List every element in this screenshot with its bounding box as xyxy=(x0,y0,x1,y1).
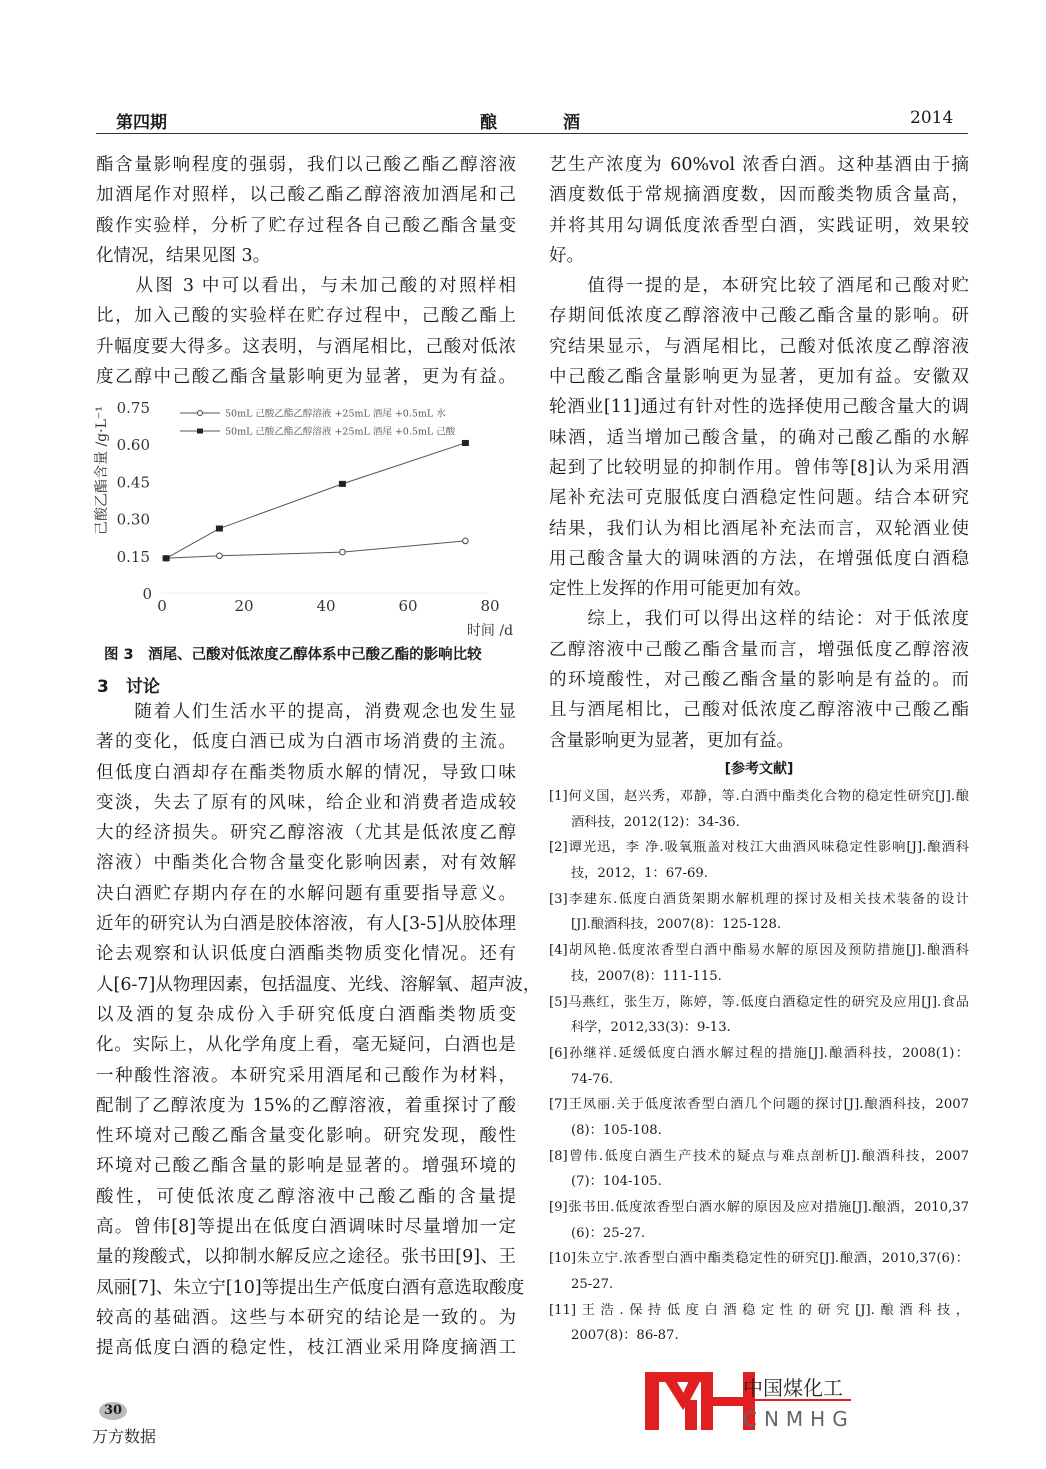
text-line: 配制了乙醇浓度为 15%的乙醇溶液，着重探讨了酸 xyxy=(96,1095,516,1116)
reference-item: [1]何义国，赵兴秀，邓静，等.白酒中酯类化合物的稳定性研究[J].酿 xyxy=(549,789,969,804)
legend-marker xyxy=(198,411,203,416)
text-line: 一种酸性溶液。本研究采用酒尾和己酸作为材料， xyxy=(96,1065,516,1086)
text-line: 著的变化，低度白酒已成为白酒市场消费的主流。 xyxy=(96,732,516,753)
reference-item: [4]胡风艳.低度浓香型白酒中酯易水解的原因及预防措施[J].酿酒科 xyxy=(549,943,969,959)
reference-continuation: (8)：105-108. xyxy=(571,1122,662,1138)
issue-label: 第四期 xyxy=(116,113,167,133)
text-line: 加酒尾作对照样，以己酸乙酯乙醇溶液加酒尾和己 xyxy=(96,185,516,206)
text-line: 定性上发挥的作用可能更加有效。 xyxy=(549,579,812,600)
figure-caption: 图 3 酒尾、己酸对低浓度乙醇体系中己酸乙酯的影响比较 xyxy=(104,647,482,663)
text-line: 综上，我们可以得出这样的结论：对于低浓度 xyxy=(549,609,969,630)
source-label: 万方数据 xyxy=(92,1427,157,1446)
text-line: 从图 3 中可以看出，与未加己酸的对照样相 xyxy=(96,276,516,297)
x-tick-label: 0 xyxy=(157,597,167,615)
reference-item: [3]李建东.低度白酒货架期水解机理的探讨及相关技术装备的设计 xyxy=(549,891,969,907)
text-line: 乙醇溶液中己酸乙酯含量而言，增强低度乙醇溶液 xyxy=(549,639,969,660)
text-line: 论去观察和认识低度白酒酯类物质变化情况。还有 xyxy=(96,944,516,965)
text-line: 化情况，结果见图 3。 xyxy=(96,245,271,266)
reference-continuation: 2007(8)：86-87. xyxy=(571,1328,679,1344)
text-line: 结果，我们认为相比酒尾补充法而言，双轮酒业使 xyxy=(549,518,969,539)
left-column-top xyxy=(96,150,516,392)
reference-continuation: [J].酿酒科技，2007(8)：125-128. xyxy=(571,917,782,933)
series-line-1 xyxy=(166,443,465,558)
text-line: 性环境对己酸乙酯含量变化影响。研究发现，酸性 xyxy=(96,1126,516,1147)
y-tick-label: 0.45 xyxy=(116,473,150,492)
reference-item: [6]孙继祥.延缓低度白酒水解过程的措施[J].酿酒科技，2008(1)： xyxy=(549,1045,969,1061)
text-line: 量的羧酸式，以抑制水解反应之途径。张书田[9]、王 xyxy=(96,1247,516,1268)
x-tick-label: 60 xyxy=(398,597,418,615)
legend-label: 50mL 己酸乙酯乙醇溶液 +25mL 酒尾 +0.5mL 水 xyxy=(225,408,446,420)
text-line: 高。曾伟[8]等提出在低度白酒调味时尽量增加一定 xyxy=(96,1217,516,1238)
text-line: 艺生产浓度为 60%vol 浓香白酒。这种基酒由于摘 xyxy=(549,155,969,175)
text-line: 且与酒尾相比，己酸对低浓度乙醇溶液中己酸乙酯 xyxy=(549,700,969,721)
text-line: 值得一提的是，本研究比较了酒尾和己酸对贮 xyxy=(549,276,969,297)
text-line: 凤丽[7]、朱立宁[10]等提出生产低度白酒有意选取酸度 xyxy=(96,1277,525,1298)
text-line: 用己酸含量大的调味酒的方法，在增强低度白酒稳 xyxy=(549,548,969,569)
reference-item: [10]朱立宁.浓香型白酒中酯类稳定性的研究[J].酿酒，2010,37(6)： xyxy=(549,1251,969,1267)
y-tick-label: 0.60 xyxy=(116,436,150,455)
data-point xyxy=(340,549,346,555)
text-line: 尾补充法可克服低度白酒稳定性问题。结合本研究 xyxy=(549,488,969,509)
x-axis-label: 时间 /d xyxy=(466,623,514,639)
legend-marker xyxy=(197,429,203,434)
text-line: 比，加入己酸的实验样在贮存过程中，己酸乙酯上 xyxy=(96,306,516,327)
watermark-name-cn: 中国煤化工 xyxy=(743,1376,843,1400)
y-axis-label: 己酸乙酯含量 /g·L⁻¹ xyxy=(94,406,110,535)
text-line: 溶液）中酯类化合物含量变化影响因素，对有效解 xyxy=(96,853,516,874)
text-line: 酸性，可使低浓度乙醇溶液中己酸乙酯的含量提 xyxy=(96,1186,516,1207)
text-line: 中己酸乙酯含量影响更为显著，更加有益。安徽双 xyxy=(549,367,969,388)
text-line: 轮酒业[11]通过有针对性的选择使用己酸含量大的调 xyxy=(549,397,969,418)
page-number: 30 xyxy=(99,1402,127,1420)
text-line: 提高低度白酒的稳定性，枝江酒业采用降度摘酒工 xyxy=(96,1338,516,1359)
x-tick-label: 40 xyxy=(316,597,336,615)
legend-label: 50mL 己酸乙酯乙醇溶液 +25mL 酒尾 +0.5mL 己酸 xyxy=(225,426,456,438)
reference-continuation: (6)：25-27. xyxy=(571,1225,646,1241)
text-line: 酒度数低于常规摘酒度数，因而酸类物质含量高， xyxy=(549,185,969,206)
text-line: 变淡，失去了原有的风味，给企业和消费者造成较 xyxy=(96,792,516,813)
y-tick-label: 0 xyxy=(142,585,152,603)
header-rule xyxy=(96,133,968,134)
y-tick-label: 0.15 xyxy=(116,547,150,566)
text-line: 酯含量影响程度的强弱，我们以己酸乙酯乙醇溶液 xyxy=(96,155,516,175)
reference-continuation: 技，2007(8)：111-115. xyxy=(571,968,722,984)
journal-name-1: 酿 xyxy=(480,113,497,133)
text-line: 存期间低浓度乙醇溶液中己酸乙酯含量的影响。研 xyxy=(549,306,969,327)
text-line: 环境对己酸乙酯含量的影响是显著的。增强环境的 xyxy=(96,1156,516,1177)
year-label: 2014 xyxy=(910,108,954,128)
data-point xyxy=(339,481,346,487)
text-line: 大的经济损失。研究乙醇溶液（尤其是低浓度乙醇 xyxy=(96,823,516,844)
reference-continuation: 科学，2012,33(3)：9-13. xyxy=(571,1020,731,1036)
text-line: 较高的基础酒。这些与本研究的结论是一致的。为 xyxy=(96,1307,516,1328)
y-tick-label: 0.30 xyxy=(116,510,150,529)
data-point xyxy=(462,440,469,446)
references-list xyxy=(549,784,969,1349)
figure-3-chart xyxy=(90,395,520,645)
text-line: 化。实际上，从化学角度上看，毫无疑问，白酒也是 xyxy=(96,1035,516,1056)
x-tick-label: 80 xyxy=(480,597,500,615)
data-point xyxy=(216,526,223,532)
reference-item: [7]王凤丽.关于低度浓香型白酒几个问题的探讨[J].酿酒科技，2007 xyxy=(549,1097,969,1113)
reference-continuation: 酒科技，2012(12)：34-36. xyxy=(571,814,740,830)
text-line: 并将其用勾调低度浓香型白酒，实践证明，效果较 xyxy=(549,215,969,236)
reference-item: [11]王浩.保持低度白酒稳定性的研究[J].酿酒科技， xyxy=(549,1302,969,1318)
text-line: 升幅度要大得多。这表明，与酒尾相比，己酸对低浓 xyxy=(96,336,516,357)
data-point xyxy=(217,553,223,559)
text-line: 以及酒的复杂成份入手研究低度白酒酯类物质变 xyxy=(96,1004,516,1025)
text-line: 好。 xyxy=(549,245,584,266)
reference-continuation: 74-76. xyxy=(571,1071,614,1087)
y-tick-label: 0.75 xyxy=(116,399,150,417)
reference-item: [2]谭光迅，李 净.吸氧瓶盖对枝江大曲酒风味稳定性影响[J].酿酒科 xyxy=(549,840,969,856)
text-line: 的环境酸性，对己酸乙酯含量的影响是有益的。而 xyxy=(549,670,969,691)
logo-mark-icon xyxy=(645,1372,755,1430)
text-line: 人[6-7]从物理因素，包括温度、光线、溶解氧、超声波， xyxy=(96,974,541,995)
right-column xyxy=(549,150,969,756)
x-tick-label: 20 xyxy=(234,597,254,615)
text-line: 度乙醇中己酸乙酯含量影响更为显著，更为有益。 xyxy=(96,367,516,388)
journal-name-2: 酒 xyxy=(563,113,580,133)
reference-item: [8]曾伟.低度白酒生产技术的疑点与难点剖析[J].酿酒科技，2007 xyxy=(549,1148,969,1164)
data-point xyxy=(463,538,469,544)
text-line: 但低度白酒却存在酯类物质水解的情况，导致口味 xyxy=(96,762,516,783)
text-line: 酸作实验样，分析了贮存过程各自己酸乙酯含量变 xyxy=(96,215,516,236)
reference-continuation: 25-27. xyxy=(571,1277,614,1293)
reference-continuation: (7)：104-105. xyxy=(571,1174,662,1190)
watermark-name-en: CNMHG xyxy=(743,1407,855,1431)
reference-item: [9]张书田.低度浓香型白酒水解的原因及应对措施[J].酿酒，2010,37 xyxy=(549,1200,969,1215)
text-line: 随着人们生活水平的提高，消费观念也发生显 xyxy=(96,702,516,722)
data-point xyxy=(163,555,170,561)
left-column-bottom xyxy=(96,697,541,1364)
text-line: 究结果显示，与酒尾相比，己酸对低浓度乙醇溶液 xyxy=(549,336,969,357)
text-line: 近年的研究认为白酒是胶体溶液，有人[3-5]从胶体理 xyxy=(96,914,516,935)
reference-item: [5]马燕红，张生万，陈婷，等.低度白酒稳定性的研究及应用[J].食品 xyxy=(549,994,969,1010)
series-line-0 xyxy=(166,541,465,558)
text-line: 起到了比较明显的抑制作用。曾伟等[8]认为采用酒 xyxy=(549,457,969,478)
text-line: 味酒，适当增加己酸含量，的确对己酸乙酯的水解 xyxy=(549,427,969,448)
watermark-logo xyxy=(645,1372,855,1432)
section-title: 3 讨论 xyxy=(97,677,160,697)
text-line: 决白酒贮存期内存在的水解问题有重要指导意义。 xyxy=(96,883,516,904)
text-line: 含量影响更为显著，更加有益。 xyxy=(549,730,794,751)
references-title: [参考文献] xyxy=(724,761,794,777)
reference-continuation: 技，2012，1：67-69. xyxy=(571,866,708,882)
